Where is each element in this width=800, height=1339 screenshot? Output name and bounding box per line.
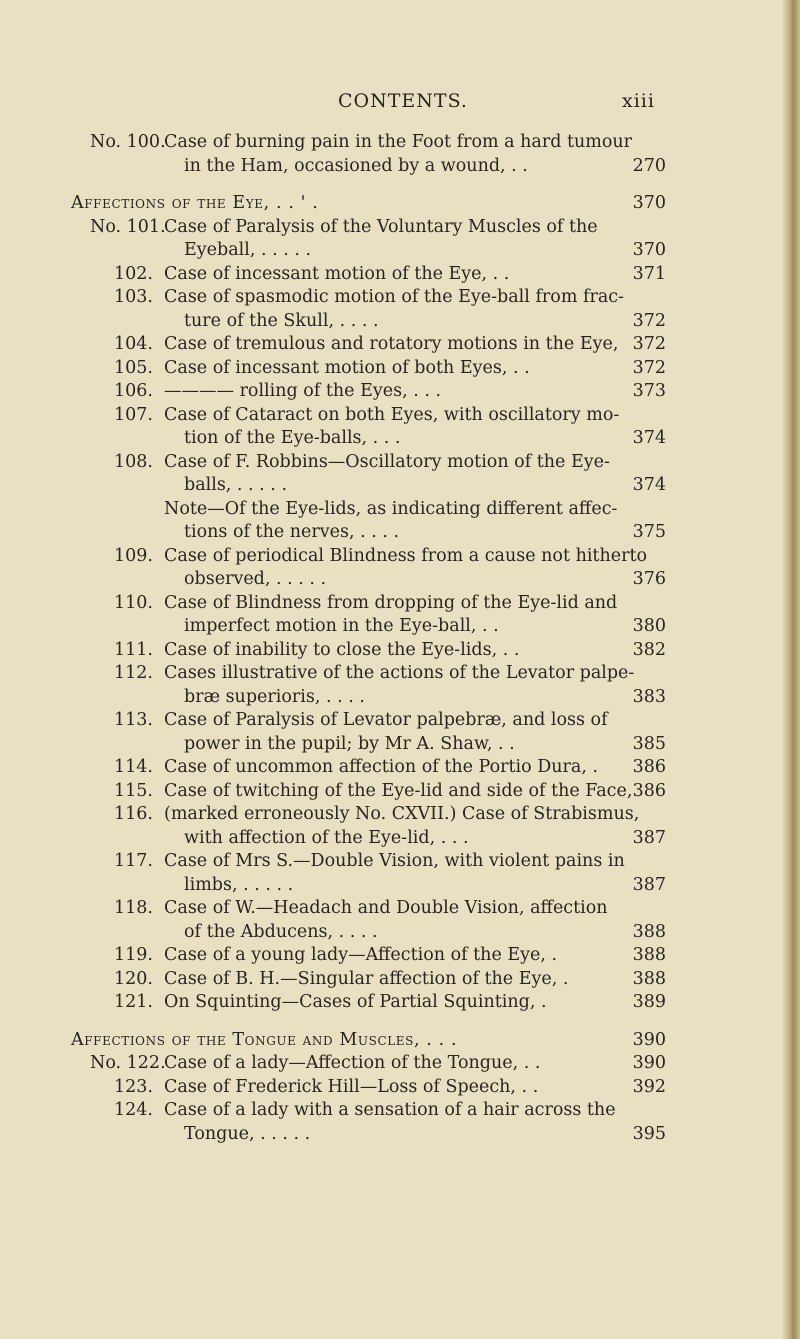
entry-text: Case of a young lady—Affection of the Eye, . <box>164 945 558 965</box>
contents-entry <box>90 263 666 287</box>
entry-text: observed, . . . . . <box>184 569 327 589</box>
entry-text: with affection of the Eye-lid, . . . <box>184 827 469 848</box>
entry-page: 370 <box>632 240 666 260</box>
entry-text: Case of Mrs S.—Double Vision, with violent pains in <box>164 851 625 871</box>
entry-number: 118. <box>114 898 153 918</box>
contents-entry <box>90 921 666 945</box>
entry-number: 112. <box>114 663 153 683</box>
contents-entry <box>90 474 666 498</box>
entry-text: Case of Paralysis of the Voluntary Muscles of the <box>164 216 598 237</box>
entry-text: Case of periodical Blindness from a cause not hitherto <box>164 545 648 566</box>
entry-text: Case of incessant motion of both Eyes, . . <box>164 357 530 378</box>
contents-entry <box>90 827 666 851</box>
entry-text: tion of the Eye-balls, . . . <box>184 428 401 448</box>
entry-number: 102. <box>114 263 153 284</box>
running-title: CONTENTS. <box>338 90 468 112</box>
contents-entry <box>90 803 666 827</box>
entry-text: On Squinting—Cases of Partial Squinting, . <box>164 992 547 1012</box>
section-heading <box>71 1029 666 1053</box>
entry-page: 270 <box>632 155 666 176</box>
entry-page: 387 <box>632 827 666 848</box>
entry-text: in the Ham, occasioned by a wound, . . <box>184 155 528 176</box>
entry-number: 113. <box>114 710 153 730</box>
section-heading-text: Affections of the Tongue and Muscles, . . . <box>71 1029 458 1050</box>
entry-number: 114. <box>114 757 153 777</box>
contents-entry <box>90 756 666 780</box>
entry-text: Case of a lady—Affection of the Tongue, . . <box>164 1053 541 1073</box>
entry-number: 115. <box>114 780 153 801</box>
entry-text: Eyeball, . . . . . <box>184 240 312 260</box>
contents-entry <box>90 451 666 475</box>
entry-text: Case of a lady with a sensation of a hair across the <box>164 1100 616 1120</box>
entry-text: balls, . . . . . <box>184 475 288 495</box>
entry-page: 386 <box>632 780 666 801</box>
table-of-contents <box>71 131 666 1146</box>
entry-text: Case of burning pain in the Foot from a hard tumour <box>164 132 633 152</box>
section-heading-text: Affections of the Eye, . . ' . <box>71 193 319 213</box>
entry-number: 103. <box>114 287 153 307</box>
contents-entry <box>90 1099 666 1123</box>
entry-page: 376 <box>632 569 666 589</box>
entry-number: 106. <box>114 381 153 401</box>
entry-page: 385 <box>632 733 666 754</box>
entry-text: Cases illustrative of the actions of the Levator palpe- <box>164 663 635 683</box>
entry-text: bræ superioris, . . . . <box>184 686 365 707</box>
entry-text: of the Abducens, . . . . <box>184 921 378 942</box>
entry-text: Case of tremulous and rotatory motions in the Eye, <box>164 334 619 354</box>
entry-text: Case of B. H.—Singular affection of the Eye, . <box>164 968 569 989</box>
entry-text: power in the pupil; by Mr A. Shaw, . . <box>184 733 515 754</box>
entry-page: 371 <box>632 263 666 284</box>
entry-page: 388 <box>632 921 666 942</box>
entry-page: 389 <box>632 992 666 1012</box>
entry-text: Case of Cataract on both Eyes, with oscillatory mo- <box>164 404 620 425</box>
entry-page: 375 <box>632 522 666 542</box>
entry-text: Case of Blindness from dropping of the Eye-lid and <box>164 592 618 613</box>
section-heading-page: 370 <box>632 193 666 213</box>
entry-page: 374 <box>632 475 666 495</box>
entry-page: 372 <box>632 334 666 354</box>
entry-text: ———— rolling of the Eyes, . . . <box>164 381 442 401</box>
contents-entry <box>90 498 666 522</box>
entry-text: Case of inability to close the Eye-lids, . . <box>164 639 520 660</box>
contents-entry <box>90 1076 666 1100</box>
section-heading <box>71 192 666 216</box>
entry-text: Case of uncommon affection of the Portio Dura, . <box>164 757 599 777</box>
entry-number: 104. <box>114 334 153 354</box>
contents-entry <box>90 568 666 592</box>
contents-entry <box>90 521 666 545</box>
page-edge <box>782 0 800 1339</box>
contents-entry <box>90 991 666 1015</box>
entry-page: 392 <box>632 1076 666 1097</box>
contents-entry <box>90 404 666 428</box>
entry-page: 382 <box>632 639 666 660</box>
entry-text: Case of Paralysis of Levator palpebræ, and loss of <box>164 710 608 730</box>
entry-text: Case of twitching of the Eye-lid and side of the Face, <box>164 780 633 801</box>
entry-page: 383 <box>632 686 666 707</box>
section-heading-page: 390 <box>632 1029 666 1050</box>
contents-entry <box>90 333 666 357</box>
contents-entry <box>90 874 666 898</box>
entry-page: 372 <box>632 357 666 378</box>
entry-page: 374 <box>632 428 666 448</box>
entry-number: 111. <box>114 639 153 660</box>
contents-entry <box>90 686 666 710</box>
entry-page: 373 <box>632 381 666 401</box>
entry-number: 120. <box>114 968 153 989</box>
contents-entry <box>90 357 666 381</box>
entry-number: 108. <box>114 451 153 472</box>
entry-number: No. 100. <box>90 132 166 152</box>
contents-entry <box>90 662 666 686</box>
contents-entry <box>90 1123 666 1147</box>
entry-text: tions of the nerves, . . . . <box>184 522 400 542</box>
entry-text: limbs, . . . . . <box>184 874 294 895</box>
section-gap <box>90 178 666 192</box>
contents-entry <box>90 639 666 663</box>
entry-number: 105. <box>114 357 153 378</box>
entry-page: 387 <box>632 874 666 895</box>
entry-text: Case of spasmodic motion of the Eye-ball from frac- <box>164 287 624 307</box>
entry-number: 124. <box>114 1100 153 1120</box>
entry-number: 119. <box>114 945 153 965</box>
contents-entry <box>90 380 666 404</box>
contents-entry <box>90 427 666 451</box>
section-gap <box>90 1015 666 1029</box>
entry-number: 123. <box>114 1076 153 1097</box>
contents-entry <box>90 545 666 569</box>
contents-entry <box>90 615 666 639</box>
contents-entry <box>90 1052 666 1076</box>
entry-text: Tongue, . . . . . <box>184 1123 311 1144</box>
contents-entry <box>90 216 666 240</box>
entry-page: 388 <box>632 945 666 965</box>
entry-page: 380 <box>632 616 666 636</box>
entry-number: 117. <box>114 851 153 871</box>
entry-page: 388 <box>632 968 666 989</box>
entry-text: Case of W.—Headach and Double Vision, affection <box>164 898 608 918</box>
entry-number: No. 101. <box>90 216 166 237</box>
entry-text: Case of F. Robbins—Oscillatory motion of the Eye- <box>164 451 610 472</box>
entry-number: 109. <box>114 545 153 566</box>
contents-entry <box>90 709 666 733</box>
entry-number: 116. <box>114 804 153 824</box>
entry-number: 110. <box>114 592 153 613</box>
contents-entry <box>90 944 666 968</box>
entry-page: 386 <box>632 757 666 777</box>
entry-text: Case of Frederick Hill—Loss of Speech, . . <box>164 1076 539 1097</box>
entry-text: (marked erroneously No. CXVII.) Case of Strabismus, <box>164 804 640 824</box>
entry-page: 390 <box>632 1053 666 1073</box>
entry-text: Note—Of the Eye-lids, as indicating different affec- <box>164 498 618 519</box>
entry-number: 107. <box>114 404 153 425</box>
entry-number: 121. <box>114 992 153 1012</box>
page-number: xiii <box>622 90 655 112</box>
contents-entry <box>90 897 666 921</box>
entry-number: No. 122. <box>90 1053 166 1073</box>
entry-page: 395 <box>632 1123 666 1144</box>
entry-text: ture of the Skull, . . . . <box>184 310 379 331</box>
contents-entry <box>90 780 666 804</box>
entry-page: 372 <box>632 310 666 331</box>
contents-entry <box>90 733 666 757</box>
contents-entry <box>90 155 666 179</box>
contents-entry <box>90 286 666 310</box>
contents-entry <box>90 850 666 874</box>
contents-entry <box>90 592 666 616</box>
entry-text: Case of incessant motion of the Eye, . . <box>164 263 510 284</box>
contents-entry <box>90 310 666 334</box>
contents-entry <box>90 131 666 155</box>
contents-entry <box>90 239 666 263</box>
contents-entry <box>90 968 666 992</box>
entry-text: imperfect motion in the Eye-ball, . . <box>184 616 499 636</box>
